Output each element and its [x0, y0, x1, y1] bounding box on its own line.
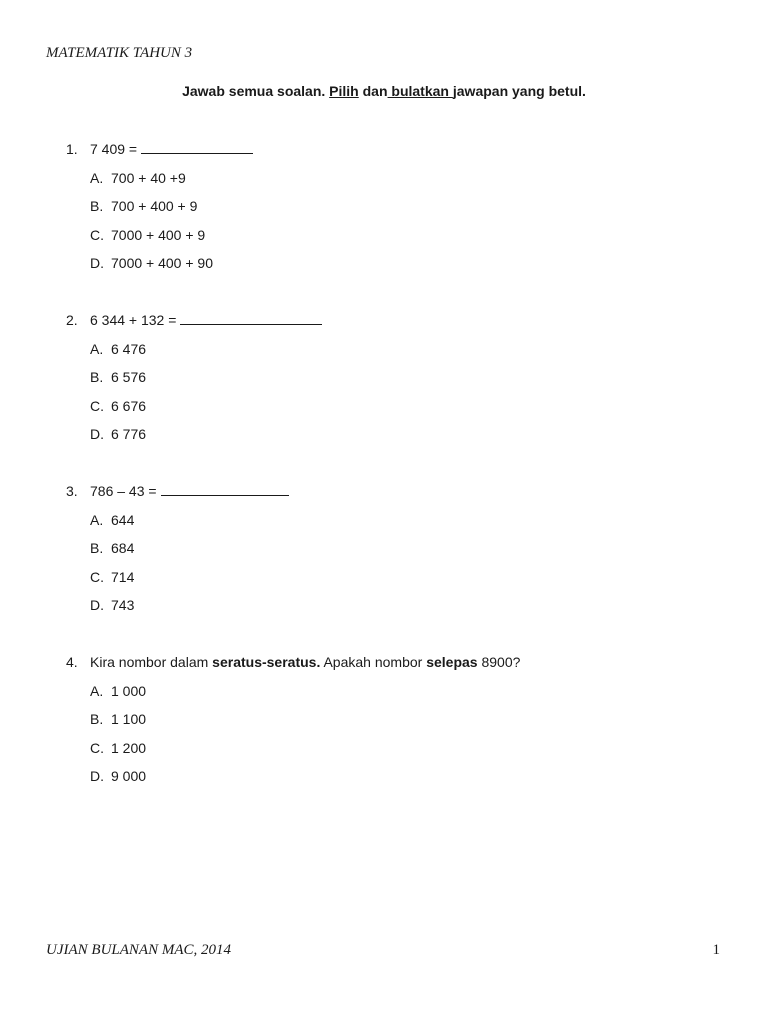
option-c[interactable] [90, 397, 716, 416]
instruction-text: Jawab semua soalan. [182, 83, 330, 99]
answer-blank [161, 482, 289, 496]
option-letter: D. [90, 426, 104, 442]
question-stem [66, 653, 716, 672]
option-d[interactable] [90, 596, 716, 615]
option-c[interactable] [90, 568, 716, 587]
option-letter: B. [90, 711, 104, 727]
option-text: 7000 + 400 + 90 [111, 255, 213, 271]
option-letter: A. [90, 511, 104, 528]
option-text: 1 100 [111, 711, 147, 727]
question-text-mid: Apakah nombor [320, 654, 427, 670]
answer-blank [180, 311, 322, 325]
option-list [66, 682, 716, 787]
question-number: 3. [66, 483, 78, 499]
question-3 [66, 482, 716, 625]
option-b[interactable] [90, 368, 716, 387]
option-text: 6 576 [111, 369, 147, 385]
option-d[interactable] [90, 767, 716, 786]
option-a[interactable] [90, 340, 716, 359]
question-stem [66, 140, 716, 159]
option-d[interactable] [90, 254, 716, 273]
page-number: 1 [712, 942, 720, 958]
option-letter: A. [90, 682, 104, 699]
option-letter: D. [90, 768, 104, 784]
option-text: 6 476 [111, 340, 147, 357]
answer-blank [141, 140, 253, 154]
option-letter: B. [90, 540, 104, 556]
option-letter: C. [90, 226, 104, 243]
question-text: Kira nombor dalam [90, 654, 213, 670]
option-list [66, 511, 716, 616]
option-text: 9 000 [111, 768, 147, 784]
question-1 [66, 140, 716, 283]
option-text: 6 776 [111, 426, 147, 442]
option-b[interactable] [90, 197, 716, 216]
option-d[interactable] [90, 425, 716, 444]
page-header: MATEMATIK TAHUN 3 [46, 45, 193, 61]
question-keyword-selepas: selepas [426, 654, 478, 670]
option-letter: B. [90, 369, 104, 385]
option-text: 714 [111, 568, 135, 585]
question-stem [66, 482, 716, 501]
option-text: 7000 + 400 + 9 [111, 226, 206, 243]
option-list [66, 340, 716, 445]
question-number: 2. [66, 312, 78, 328]
option-text: 1 200 [111, 739, 147, 756]
option-text: 700 + 40 +9 [111, 169, 186, 186]
question-number: 4. [66, 654, 78, 670]
option-a[interactable] [90, 682, 716, 701]
option-list [66, 169, 716, 274]
option-text: 644 [111, 511, 135, 528]
option-letter: A. [90, 169, 104, 186]
option-letter: C. [90, 568, 104, 585]
question-keyword-seratus: seratus-seratus. [212, 654, 321, 670]
instruction-pilih: Pilih [329, 83, 359, 99]
instruction-text-end: jawapan yang betul. [452, 83, 586, 99]
question-stem [66, 311, 716, 330]
option-letter: D. [90, 597, 104, 613]
option-text: 6 676 [111, 397, 147, 414]
option-letter: B. [90, 198, 104, 214]
question-text-end: 8900? [477, 654, 521, 670]
page-footer: UJIAN BULANAN MAC, 2014 [46, 942, 231, 958]
option-text: 684 [111, 540, 135, 556]
option-c[interactable] [90, 226, 716, 245]
option-a[interactable] [90, 511, 716, 530]
option-b[interactable] [90, 539, 716, 558]
question-text: 7 409 = [90, 141, 138, 157]
option-letter: A. [90, 340, 104, 357]
question-number: 1. [66, 141, 78, 157]
option-letter: C. [90, 397, 104, 414]
instruction-bulatkan: bulatkan [387, 83, 453, 99]
option-a[interactable] [90, 169, 716, 188]
instruction-dan: dan [358, 83, 388, 99]
question-4 [66, 653, 716, 796]
option-letter: C. [90, 739, 104, 756]
option-b[interactable] [90, 710, 716, 729]
question-text: 786 – 43 = [90, 483, 157, 499]
question-2 [66, 311, 716, 454]
option-letter: D. [90, 255, 104, 271]
option-text: 700 + 400 + 9 [111, 198, 198, 214]
instruction [0, 83, 768, 99]
option-c[interactable] [90, 739, 716, 758]
question-text: 6 344 + 132 = [90, 312, 177, 328]
option-text: 743 [111, 597, 135, 613]
option-text: 1 000 [111, 682, 147, 699]
